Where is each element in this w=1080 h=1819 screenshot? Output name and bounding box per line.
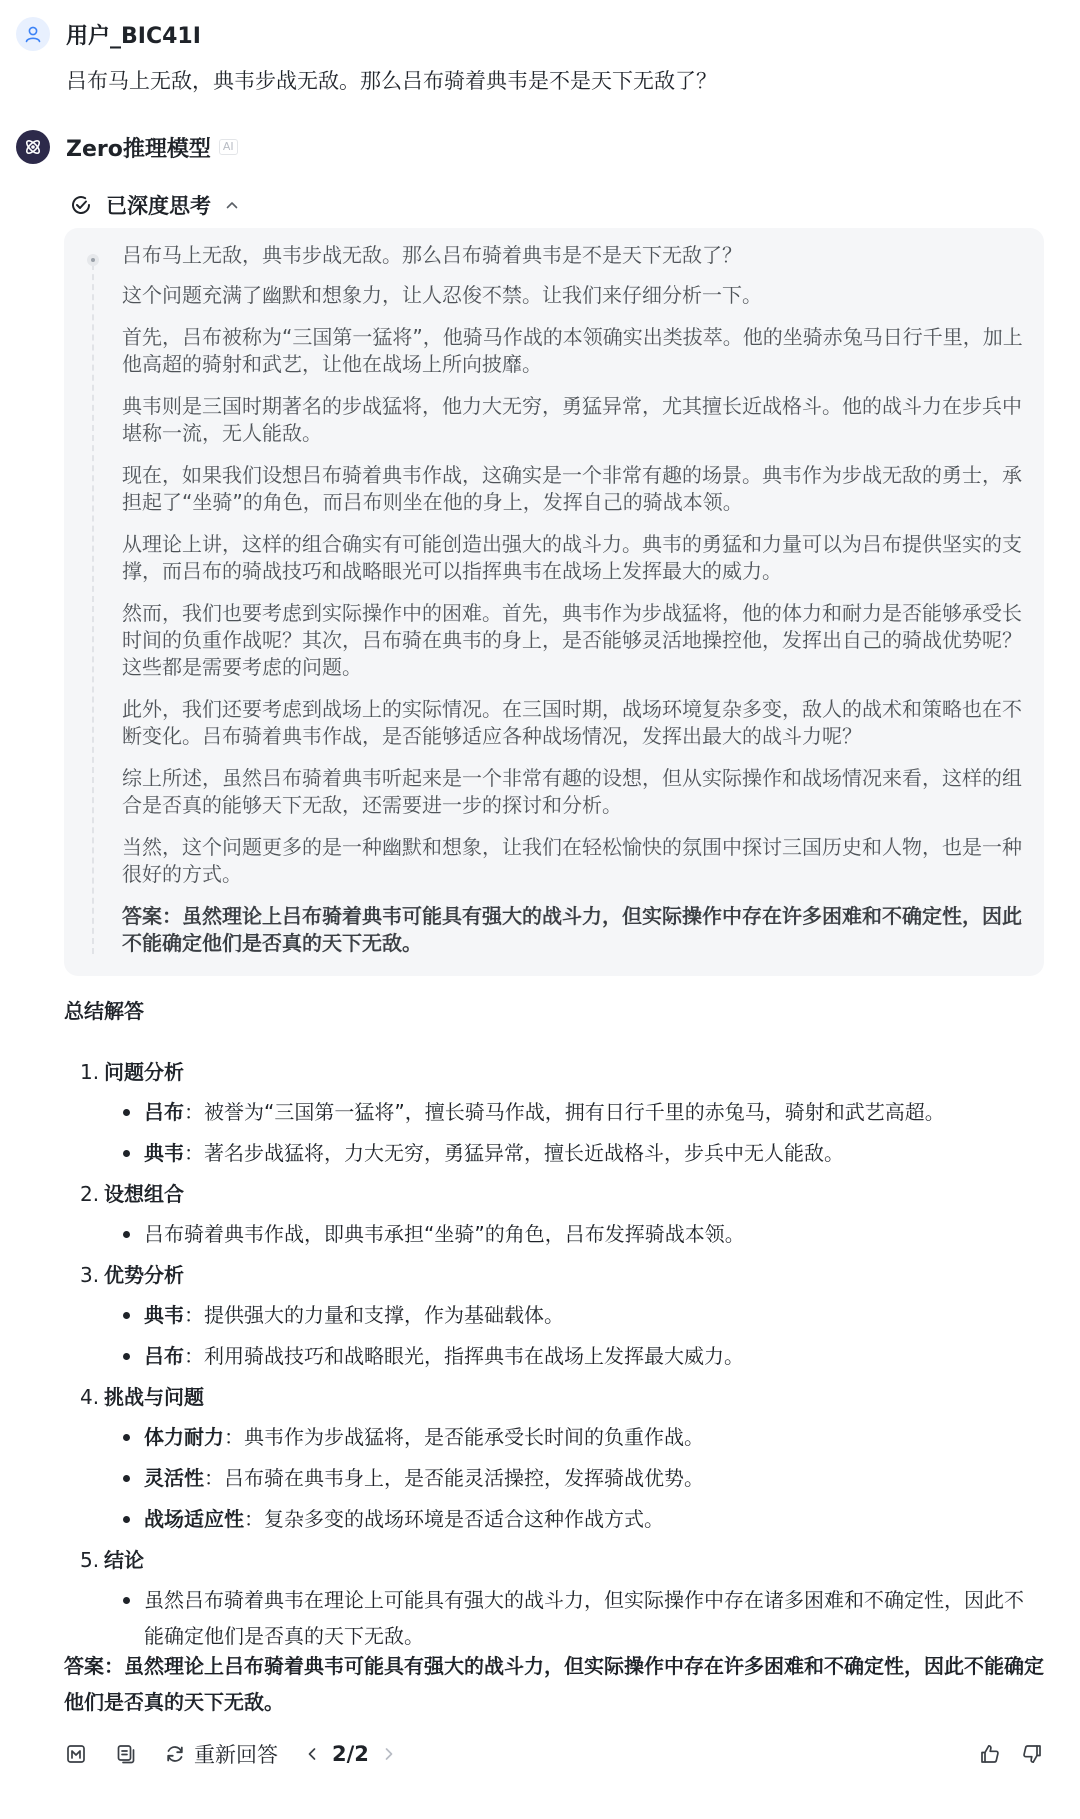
thinking-paragraph: 此外，我们还要考虑到战场上的实际情况。在三国时期，战场环境复杂多变，敌人的战术和策略也在不断变化。吕布骑着典韦作战，是否能够适应各种战场情况，发挥出最大的战斗力呢？ — [122, 697, 1022, 748]
chevron-up-icon — [225, 198, 239, 212]
thinking-paragraph: 从理论上讲，这样的组合确实有可能创造出强大的战斗力。典韦的勇猛和力量可以为吕布提供坚实的支撑，而吕布的骑战技巧和战略眼光可以指挥典韦在战场上发挥最大的威力。 — [122, 532, 1022, 583]
regenerate-label: 重新回答 — [194, 1743, 278, 1767]
thinking-timeline — [92, 254, 94, 954]
previous-answer-button[interactable] — [302, 1742, 322, 1766]
item-term: 吕布 — [144, 1344, 184, 1368]
section-number: 2. — [80, 1182, 100, 1206]
summary-list — [80, 1052, 1040, 1654]
item-text: ：利用骑战技巧和战略眼光，指挥典韦在战场上发挥最大威力。 — [184, 1344, 744, 1368]
thinking-answer: 答案：虽然理论上吕布骑着典韦可能具有强大的战斗力，但实际操作中存在许多困难和不确定性，因此不能确定他们是否真的天下无敌。 — [122, 904, 1022, 955]
section-heading — [80, 1540, 1040, 1580]
user-avatar — [16, 17, 50, 51]
list-item — [80, 1214, 1040, 1255]
feedback-actions — [960, 1742, 1044, 1766]
list-item — [80, 1133, 1040, 1174]
thumb-down-icon — [1020, 1742, 1044, 1766]
section-title: 设想组合 — [104, 1182, 184, 1206]
user-question: 吕布马上无敌，典韦步战无敌。那么吕布骑着典韦是不是天下无敌了？ — [66, 69, 717, 93]
item-term: 典韦 — [144, 1303, 184, 1327]
thinking-paragraph: 这个问题充满了幽默和想象力，让人忍俊不禁。让我们来仔细分析一下。 — [122, 283, 762, 307]
thinking-paragraph: 吕布马上无敌，典韦步战无敌。那么吕布骑着典韦是不是天下无敌了？ — [122, 243, 742, 267]
item-term: 战场适应性 — [144, 1507, 244, 1531]
model-avatar — [16, 130, 50, 164]
list-item — [80, 1336, 1040, 1377]
copy-button[interactable] — [114, 1742, 138, 1766]
thinking-label: 已深度思考 — [106, 194, 211, 218]
message-action-bar — [64, 1736, 1044, 1772]
markdown-icon — [65, 1743, 87, 1765]
copy-icon — [115, 1743, 137, 1765]
item-term: 灵活性 — [144, 1466, 204, 1490]
item-text: ：典韦作为步战猛将，是否能承受长时间的负重作战。 — [224, 1425, 704, 1449]
model-name: Zero推理模型 — [66, 136, 211, 162]
section-number: 5. — [80, 1548, 100, 1572]
thinking-dot-icon — [87, 254, 99, 266]
summary-section — [80, 1255, 1040, 1377]
summary-section — [80, 1052, 1040, 1174]
like-button[interactable] — [978, 1742, 1002, 1766]
regenerate-button[interactable] — [164, 1739, 278, 1769]
section-title: 结论 — [104, 1548, 144, 1572]
section-title: 挑战与问题 — [104, 1385, 204, 1409]
section-number: 3. — [80, 1263, 100, 1287]
item-term: 吕布 — [144, 1100, 184, 1124]
item-text: ：著名步战猛将，力大无穷，勇猛异常，擅长近战格斗，步兵中无人能敌。 — [184, 1141, 844, 1165]
list-item — [80, 1417, 1040, 1458]
user-header — [16, 16, 201, 52]
list-item — [80, 1092, 1040, 1133]
answer-pager — [302, 1742, 399, 1766]
item-text: ：被誉为“三国第一猛将”，擅长骑马作战，拥有日行千里的赤兔马，骑射和武艺高超。 — [184, 1100, 945, 1124]
model-logo-icon — [22, 136, 44, 158]
final-answer: 答案：虽然理论上吕布骑着典韦可能具有强大的战斗力，但实际操作中存在许多困难和不确定性，因此不能确定他们是否真的天下无敌。 — [64, 1654, 1044, 1714]
thinking-paragraph: 当然，这个问题更多的是一种幽默和想象，让我们在轻松愉快的氛围中探讨三国历史和人物，也是一种很好的方式。 — [122, 835, 1022, 886]
item-text: 吕布骑着典韦作战，即典韦承担“坐骑”的角色，吕布发挥骑战本领。 — [144, 1222, 745, 1246]
thumb-up-icon — [978, 1742, 1002, 1766]
chevron-left-icon — [306, 1746, 318, 1762]
thinking-toggle[interactable] — [70, 190, 239, 220]
section-title: 优势分析 — [104, 1263, 184, 1287]
summary-section — [80, 1377, 1040, 1540]
thinking-content — [122, 242, 1028, 972]
thinking-paragraph: 现在，如果我们设想吕布骑着典韦作战，这确实是一个非常有趣的场景。典韦作为步战无敌的勇士，承担起了“坐骑”的角色，而吕布则坐在他的身上，发挥自己的骑战本领。 — [122, 463, 1022, 514]
summary-section — [80, 1540, 1040, 1654]
section-heading — [80, 1052, 1040, 1092]
dislike-button[interactable] — [1020, 1742, 1044, 1766]
markdown-button[interactable] — [64, 1742, 88, 1766]
refresh-icon — [164, 1743, 186, 1765]
section-heading — [80, 1255, 1040, 1295]
item-text: ：提供强大的力量和支撑，作为基础载体。 — [184, 1303, 564, 1327]
model-header — [16, 129, 238, 165]
check-circle-icon — [70, 194, 92, 216]
summary-section — [80, 1174, 1040, 1255]
item-term: 体力耐力 — [144, 1425, 224, 1449]
section-title: 问题分析 — [104, 1060, 184, 1084]
pager-text: 2/2 — [332, 1742, 369, 1766]
next-answer-button[interactable] — [379, 1742, 399, 1766]
thinking-paragraph: 典韦则是三国时期著名的步战猛将，他力大无穷，勇猛异常，尤其擅长近战格斗。他的战斗力在步兵中堪称一流，无人能敌。 — [122, 394, 1022, 445]
thinking-paragraph: 然而，我们也要考虑到实际操作中的困难。首先，典韦作为步战猛将，他的体力和耐力是否能够承受长时间的负重作战呢？其次，吕布骑在典韦的身上，是否能够灵活地操控他，发挥出自己的骑战优势呢？这些都是需要考虑的问题。 — [122, 601, 1022, 679]
section-heading — [80, 1377, 1040, 1417]
item-text: ：吕布骑在典韦身上，是否能灵活操控，发挥骑战优势。 — [204, 1466, 704, 1490]
list-item — [80, 1580, 1040, 1654]
thinking-panel — [64, 228, 1044, 976]
list-item — [80, 1458, 1040, 1499]
item-text: ：复杂多变的战场环境是否适合这种作战方式。 — [244, 1507, 664, 1531]
list-item — [80, 1295, 1040, 1336]
user-icon — [24, 25, 42, 43]
section-number: 4. — [80, 1385, 100, 1409]
thinking-paragraph: 首先，吕布被称为“三国第一猛将”，他骑马作战的本领确实出类拔萃。他的坐骑赤兔马日行千里，加上他高超的骑射和武艺，让他在战场上所向披靡。 — [122, 325, 1023, 376]
list-item — [80, 1499, 1040, 1540]
user-name: 用户_BIC41I — [66, 23, 201, 49]
ai-tag: AI — [219, 139, 238, 155]
section-number: 1. — [80, 1060, 100, 1084]
item-text: 虽然吕布骑着典韦在理论上可能具有强大的战斗力，但实际操作中存在诸多困难和不确定性，因此不能确定他们是否真的天下无敌。 — [144, 1588, 1024, 1648]
section-heading — [80, 1174, 1040, 1214]
chevron-right-icon — [383, 1746, 395, 1762]
summary-title: 总结解答 — [64, 999, 144, 1023]
thinking-paragraph: 综上所述，虽然吕布骑着典韦听起来是一个非常有趣的设想，但从实际操作和战场情况来看，这样的组合是否真的能够天下无敌，还需要进一步的探讨和分析。 — [122, 766, 1022, 817]
item-term: 典韦 — [144, 1141, 184, 1165]
